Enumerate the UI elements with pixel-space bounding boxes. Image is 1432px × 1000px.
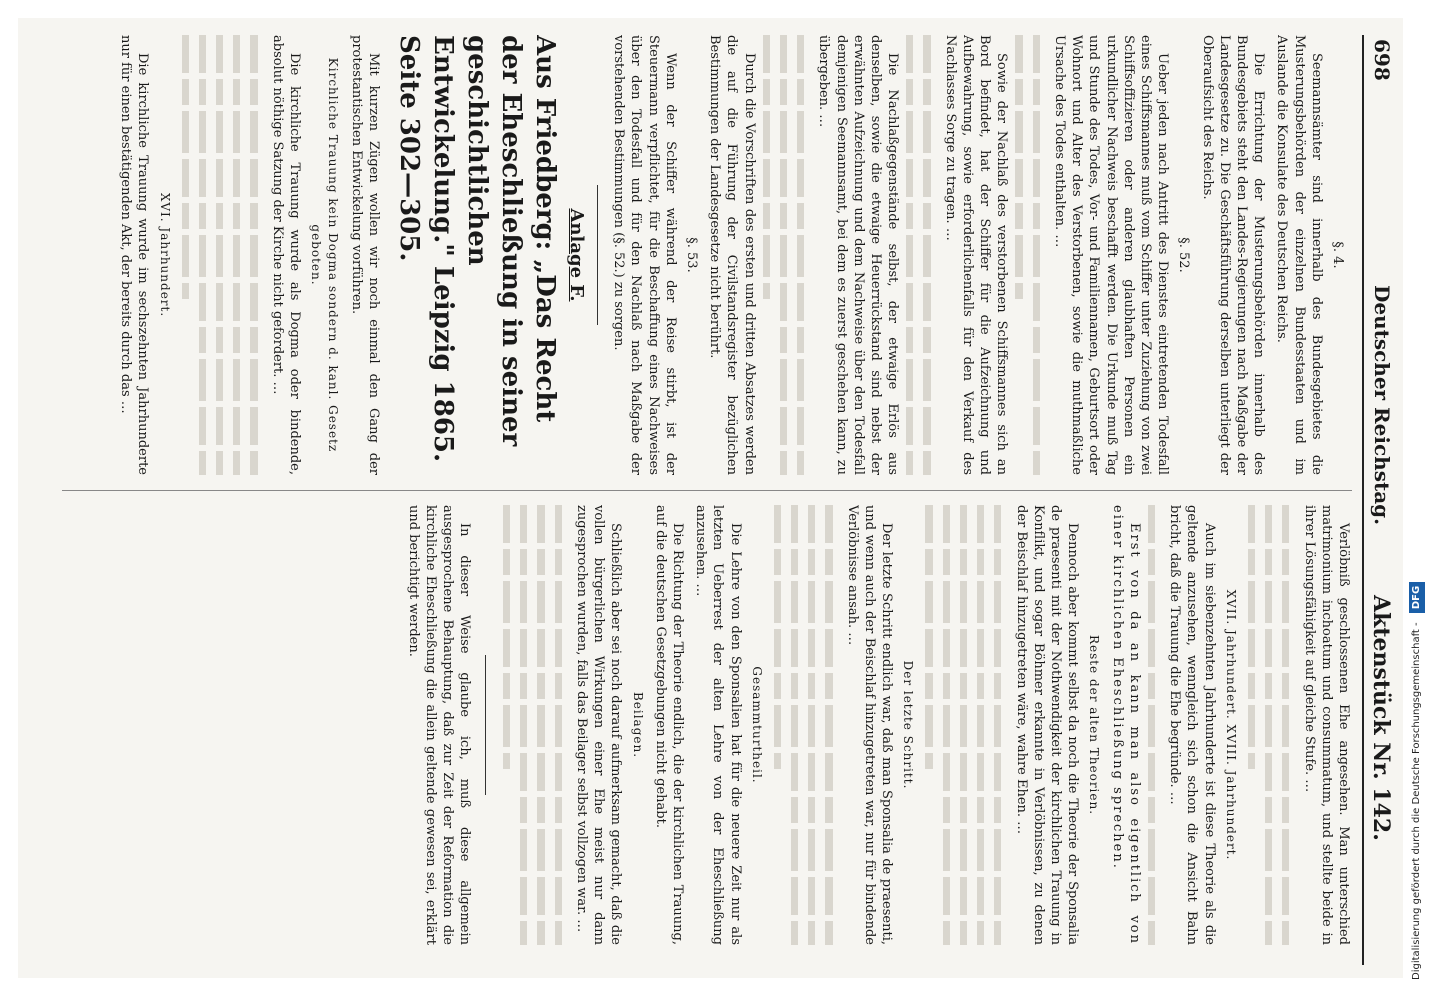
illegible-text-line xyxy=(1010,35,1027,299)
illegible-text-line xyxy=(820,505,837,945)
digitization-credit xyxy=(1405,20,1429,980)
illegible-text-line xyxy=(533,505,550,945)
paragraph: Seemannsämter sind innerhalb des Bundesgebietes die Musterungsbehörden der einzelnen Bundesstaaten und im Auslande die Konsulate des Deutschen Reichs. xyxy=(1274,35,1324,475)
illegible-text-line xyxy=(901,35,918,475)
dfg-logo: DFG xyxy=(1409,582,1425,613)
left-column xyxy=(52,35,1352,475)
illegible-text-line xyxy=(938,505,955,945)
side-heading: Kirchliche Trauung kein Dogma sondern d. kanl. Gesetz geboten. xyxy=(309,57,341,453)
illegible-text-line xyxy=(803,505,820,945)
side-heading: Beilagen. xyxy=(630,691,645,759)
separator-rule xyxy=(485,655,486,795)
running-header xyxy=(1362,35,1400,965)
illegible-text-line xyxy=(550,505,567,945)
side-heading: Gesammturtheil. xyxy=(749,666,764,784)
illegible-text-line xyxy=(1260,505,1277,945)
illegible-text-line xyxy=(177,35,194,299)
paragraph: Die Nachlaßgegenstände selbst, der etwaige Erlös aus denselben, sowie die etwaige Heuerrückstand sind nebst der erwähnten Aufzeichnung und dem Nachweise über den Todesfall demjenigen Seemannsamt, bei dem es zuerst geschehen kann, zu übergeben. … xyxy=(816,35,901,475)
appendix-title: Aus Friedberg: „Das Recht der Eheschließung in seiner geschichtlichen Entwickelung." Leipzig 1865. Seite 302—305. xyxy=(393,35,560,463)
paragraph: Auch im siebenzehnten Jahrhunderte ist diese Theorie als die geltende anzusehen, wenngleich sich schon die Ansicht Bahn bricht, daß die Trauung die Ehe begründe. … xyxy=(1167,505,1217,945)
paragraph: Verlöbniß geschlossenen Ehe angesehen. Man unterschied matrimonium inchoatum und consummatum, und stellte beide in ihrer Lösungsfähigkeit auf gleiche Stufe. … xyxy=(1301,505,1351,945)
document-number: Aktenstück Nr. 142. xyxy=(1368,595,1394,841)
column-divider xyxy=(62,490,1352,491)
illegible-text-line xyxy=(955,505,972,945)
paragraph: Erst von da an kann man also eigentlich von einer kirchlichen Eheschließung sprechen. xyxy=(1109,505,1142,945)
illegible-text-line xyxy=(972,505,989,945)
paragraph: Die Lehre von den Sponsalien hat für die neuere Zeit nur als letzten Ueberrest der alten Lehre von der Eheschließung anzusehen. … xyxy=(693,505,743,945)
illegible-text-line xyxy=(498,505,515,769)
paragraph: Durch die Vorschriften des ersten und dritten Absatzes werden die auf die Führung der Civilstandsregister bezüglichen Bestimmungen der Landesgesetze nicht berührt. xyxy=(707,35,757,475)
right-column xyxy=(52,505,1352,945)
digitization-credit-text: Digitalisierung gefördert durch die Deutsche Forschungsgemeinschaft - xyxy=(1411,622,1422,980)
separator-rule xyxy=(597,185,598,325)
paragraph: Der letzte Schritt endlich war, daß man Sponsalia de praesenti, und wenn auch der Beischlaf hinzugetreten war, nur für bindende Verlöbnisse ansah. … xyxy=(844,505,895,945)
paragraph: Sowie der Nachlaß des verstorbenen Schiffsmannes sich an Bord befindet, hat der Schiffer für die Aufzeichnung und Aufbewahrung, sowie erforderlichenfalls für den Verkauf des Nachlasses Sorge zu tragen. … xyxy=(942,35,1010,475)
side-heading: XVI. Jahrhundert. xyxy=(157,192,172,318)
illegible-text-line xyxy=(515,505,532,945)
paragraph: Die kirchliche Trauung wurde im sechszehnten Jahrhunderte nur für einen bestätigenden Akt, der bereits durch das … xyxy=(118,35,151,475)
page-number: 698 xyxy=(1370,39,1394,81)
appendix-label: Anlage F. xyxy=(565,208,587,302)
publication-title: Deutscher Reichstag. xyxy=(1370,285,1394,526)
illegible-text-line xyxy=(758,35,775,299)
paragraph: Wenn der Schiffer während der Reise stirbt, ist der Steuermann verpflichtet, für die Beschaffung eines Nachweises über den Todesfall und für den Nachlaß nach Maßgabe der vorstehenden Bestimmungen (§. 52.) zu sorgen. xyxy=(611,35,678,475)
illegible-text-line xyxy=(786,505,803,945)
illegible-text-line xyxy=(775,35,792,475)
illegible-text-line xyxy=(769,505,786,769)
illegible-text-line xyxy=(792,35,809,475)
side-heading: Der letzte Schritt. xyxy=(901,660,916,790)
section-heading: §. 4. xyxy=(1330,241,1345,269)
paragraph: Dennoch aber kommt selbst da noch die Theorie der Sponsalia de praesenti mit der Nothwendigkeit der kirchlichen Trauung in Konflikt, und sogar Böhmer erkannte in Verlöbnissen, zu denen der Beischlaf hinzugetreten wäre, wahre Ehen. … xyxy=(1013,505,1081,945)
paragraph: Die Errichtung der Musterungsbehörden innerhalb des Bundesgebiets steht den Landes-Regierungen nach Maßgabe der Landesgesetze zu. Die Geschäftsführung derselben unterliegt der Oberaufsicht des Reichs. xyxy=(1199,35,1267,475)
illegible-text-line xyxy=(211,35,228,475)
illegible-text-line xyxy=(1143,505,1160,945)
illegible-text-line xyxy=(920,505,937,769)
paragraph: Mit kurzen Zügen wollen wir noch einmal den Gang der protestantischen Entwickelung vorführen. xyxy=(348,35,381,475)
illegible-text-line xyxy=(989,505,1006,945)
illegible-text-line xyxy=(1028,35,1045,475)
digitization-credit-text-wrapper xyxy=(1405,20,1429,980)
paragraph: Schließlich aber sei noch darauf aufmerksam gemacht, daß die vollen bürgerlichen Wirkungen einer Ehe meist nur dann zugesprochen wurden, falls das Beilager selbst vollzogen war. … xyxy=(574,505,624,945)
illegible-text-line xyxy=(918,35,935,475)
illegible-text-line xyxy=(228,35,245,475)
paragraph: In dieser Weise glaube ich, muß diese allgemein ausgesprochene Behauptung, daß zur Zeit der Reformation die kirchliche Eheschließung die allein geltende gewesen sei, erklärt und berichtigt werden. xyxy=(405,505,473,945)
side-heading: Reste der alten Theorien. xyxy=(1087,634,1102,816)
section-heading: §. 52. xyxy=(1176,237,1192,273)
illegible-text-line xyxy=(1277,505,1294,945)
section-heading: §. 53. xyxy=(684,237,699,273)
side-heading: XVII. Jahrhundert. XVIII. Jahrhundert. xyxy=(1223,589,1238,861)
paragraph: Die Richtung der Theorie endlich, die der kirchlichen Trauung, auf die deutschen Gesetzgebungen nicht gehabt. xyxy=(652,505,686,945)
paragraph: Die kirchliche Trauung wurde als Dogma oder bindende, absolut nöthige Satzung der Kirche nicht gefordert. … xyxy=(269,35,302,475)
rotated-page-content xyxy=(30,35,1400,965)
illegible-text-line xyxy=(1243,505,1260,769)
paragraph: Ueber jeden nach Antritt des Dienstes eintretenden Todesfall eines Schiffsmannes muß vom Schiffer unter Zuziehung von zwei Schiffsoffizieren oder anderen glaubhaften Personen ein urkundlicher Nachweis beschafft werden. Die Urkunde muß Tag und Stunde des Todes, Vor- und Familiennamen, Geburtsort oder Wohnort und Alter des Verstorbenen, sowie die muthmaßliche Ursache des Todes enthalten. … xyxy=(1051,35,1171,475)
illegible-text-line xyxy=(194,35,211,475)
illegible-text-line xyxy=(245,35,262,475)
